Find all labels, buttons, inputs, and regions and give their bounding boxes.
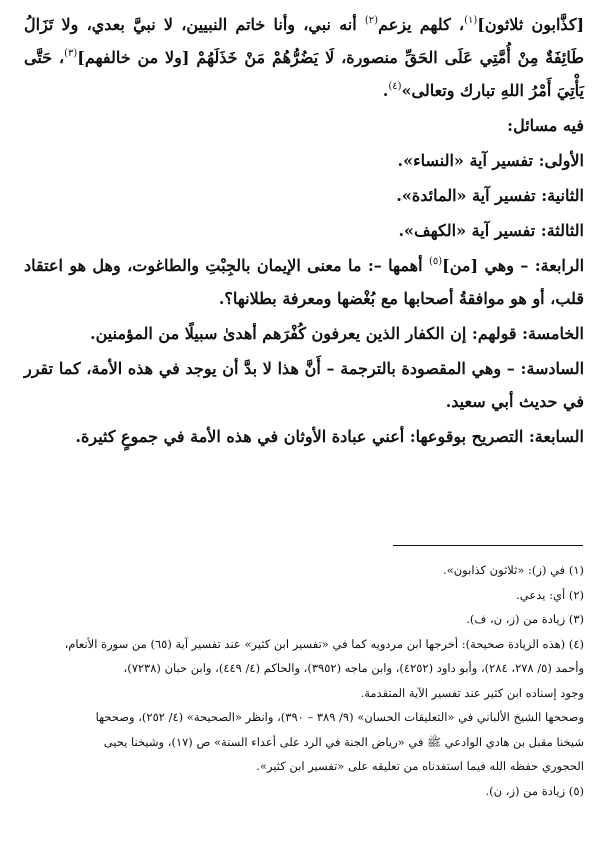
issue-2-text: تفسير آية «المائدة». <box>396 186 536 205</box>
issue-3-text: تفسير آية «الكهف». <box>398 221 536 240</box>
issue-5 <box>24 317 584 350</box>
issue-6-label: السادسة: <box>520 359 585 378</box>
issue-4-label: الرابعة: <box>534 256 585 275</box>
footnote-ref-1[interactable]: (١) <box>464 15 478 26</box>
issue-4-text-a: – وهي [من] <box>442 256 529 275</box>
hadith-text-4: ، حَتَّى يَأْتِيَ أَمْرُ اللهِ تبارك وتعالى» <box>24 48 584 100</box>
footnote-4-line-3: وجود إسناده ابن كثير عند تفسير الآية المتقدمة. <box>360 685 584 700</box>
issue-4-text-b: أهمها –: ما معنى الإيمان بالجِبْتِ والطاغوت، وهل هو اعتقاد قلب، أو هو موافقةُ أصحابها مع بُغْضها ومعرفة بطلانها؟. <box>24 256 584 308</box>
footnote-ref-3[interactable]: (٣) <box>64 48 78 59</box>
issue-7-text: التصريح بوقوعها: أعني عبادة الأوثان في هذه الأمة في جموعٍ كثيرة. <box>75 427 524 446</box>
issue-5-text: قولهم: إن الكفار الذين يعرفون كُفْرَهم أهدىٰ سبيلًا من المؤمنين. <box>90 324 517 343</box>
issue-1 <box>24 144 584 177</box>
issue-6 <box>24 352 584 418</box>
footnote-4-line-6: الحجوري حفظه الله فيما استفدناه من تعليقه على «تفسير ابن كثير». <box>256 759 584 773</box>
issue-3-label: الثالثة: <box>540 221 584 240</box>
hadith-text-3: أنه نبي، وأنا خاتم النبيين، لا نبيَّ بعدي، ولا تَزَالُ طَائِفَةٌ مِنْ أُمَّتِي عَلَى الحَقِّ منصورة، لَا يَضُرُّهُمْ مَنْ خَذَلَهُمْ [ولا من خالفهم] <box>24 15 584 67</box>
issue-2-label: الثانية: <box>541 186 584 205</box>
hadith-text-2: ، كلهم يزعم <box>378 15 465 34</box>
footnote-ref-2[interactable]: (٢) <box>364 15 379 26</box>
issue-5-label: الخامسة: <box>522 324 584 343</box>
footnotes <box>24 558 584 803</box>
issue-4 <box>24 249 584 315</box>
issue-1-label: الأولى: <box>538 151 584 170</box>
document-page <box>24 8 584 453</box>
footnote-2: (٢) أي: يدعي. <box>516 587 584 602</box>
footnote-divider <box>393 545 583 546</box>
issue-3 <box>24 214 584 247</box>
footnote-ref-5[interactable]: (٥) <box>428 256 443 267</box>
footnote-ref-4[interactable]: (٤) <box>388 81 402 92</box>
issue-6-text: – وهي المقصودة بالترجمة – أَنَّ هذا لا بدَّ أن يوجد في هذه الأمة، كما تقرر في حديث أبي سعيد. <box>24 359 584 411</box>
issue-2 <box>24 179 584 212</box>
footnote-4-line-5: شيخنا مقبل بن هادي الوادعي ﷺ في «رياض الجنة في الرد على أعداء السنة» ص (١٧)، وشيخنا يحيى <box>103 734 584 749</box>
hadith-paragraph <box>24 8 584 107</box>
hadith-text-5: . <box>382 81 389 100</box>
issue-7-label: السابعة: <box>528 427 584 446</box>
footnote-1: (١) في (ز): «ثلاثون كذابون». <box>443 563 584 577</box>
issue-7 <box>24 420 584 453</box>
footnote-4: (٤) (هذه الزيادة صحيحة): أخرجها ابن مردويه كما في «تفسير ابن كثير» عند تفسير آية (٦٥) من سورة الأنعام، <box>64 636 584 651</box>
footnote-3: (٣) زيادة من (ز، ن، ف). <box>466 612 584 626</box>
hadith-text-1: [كذَّابون ثلاثون] <box>477 15 585 34</box>
footnote-4-line-2: وأحمد (٥/ ٢٧٨، ٢٨٤)، وأبو داود (٤٢٥٢)، وابن ماجه (٣٩٥٢)، والحاكم (٤/ ٤٤٩)، وابن حبان (٧٢٣٨)، <box>123 661 584 675</box>
footnote-5: (٥) زيادة من (ز، ن). <box>485 783 584 798</box>
issue-1-text: تفسير آية «النساء». <box>397 151 533 170</box>
main-text <box>24 8 584 453</box>
issues-heading: فيه مسائل: <box>507 116 584 135</box>
footnote-4-line-4: وصححها الشيخ الألباني في «التعليقات الحسان» (٩/ ٣٨٩ – ٣٩٠)، وانظر «الصحيحة» (٤/ ٢٥٢)، وصححها <box>95 710 584 724</box>
